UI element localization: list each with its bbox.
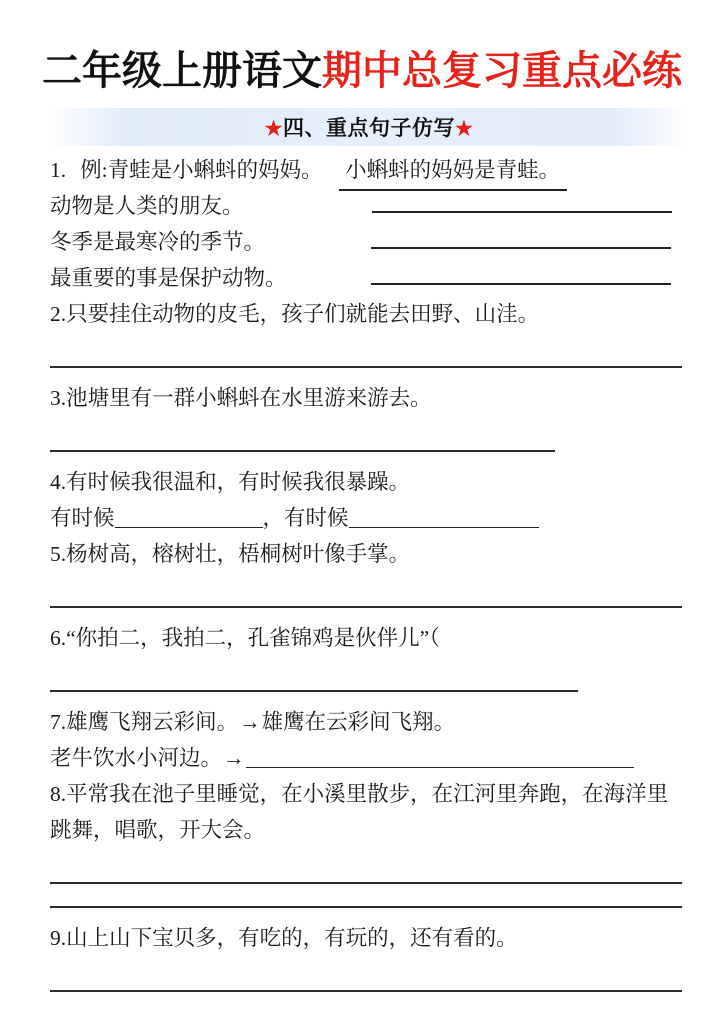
question-9 [50, 920, 682, 956]
question-7-prompt: 雄鹰飞翔云彩间。 [66, 710, 239, 734]
page-title [0, 48, 724, 94]
question-1-sub-1 [50, 188, 682, 224]
question-1-sub-1-answer[interactable] [372, 189, 672, 213]
question-1-sub-3 [50, 260, 682, 296]
question-1-sub-2 [50, 224, 682, 260]
question-3-number: 3. [50, 386, 67, 410]
question-1-sub-2-prompt: 冬季是最寒冷的季节。 [50, 230, 266, 254]
question-2 [50, 296, 682, 332]
question-4-prompt: 有时候我很温和，有时候我很暴躁。 [66, 470, 411, 494]
section-heading-label: 四、重点句子仿写 [283, 116, 455, 140]
question-1-sub-2-answer[interactable] [371, 225, 671, 249]
questions-list [50, 152, 682, 992]
question-5-prompt: 杨树高，榕树壮，梧桐树叶像手掌。 [66, 542, 411, 566]
question-1-sub-1-prompt: 动物是人类的朋友。 [50, 194, 244, 218]
question-7-practice-answer[interactable] [246, 747, 634, 768]
star-icon-left: ★ [264, 118, 283, 140]
star-icon-right: ★ [455, 118, 474, 140]
question-4 [50, 464, 682, 500]
question-8 [50, 776, 682, 848]
arrow-icon-example: → [239, 710, 261, 734]
question-4-fill-lead-1: 有时候 [50, 506, 115, 530]
question-3-prompt: 池塘里有一群小蝌蚪在水里游来游去。 [66, 386, 432, 410]
question-2-number: 2. [50, 302, 67, 326]
page-title-black-part: 二年级上册语文 [42, 48, 322, 93]
question-4-blank-2[interactable] [349, 507, 539, 528]
question-7-example-answer: 雄鹰在云彩间飞翔。 [261, 710, 456, 734]
question-5-number: 5. [50, 542, 67, 566]
question-8-number: 8. [50, 782, 67, 806]
question-1-number: 1. [50, 158, 67, 182]
question-1-sub-3-prompt: 最重要的事是保护动物。 [50, 266, 287, 290]
question-4-fill-separator: ， [262, 506, 285, 530]
question-3 [50, 380, 682, 416]
question-6-number: 6. [50, 626, 67, 650]
section-heading [265, 112, 474, 142]
question-1-example-label: 例: [80, 158, 108, 182]
question-4-blank-1[interactable] [115, 507, 263, 528]
question-7-number: 7. [50, 710, 67, 734]
section-banner [48, 108, 690, 146]
arrow-icon-practice: → [223, 746, 245, 770]
question-9-answer-line[interactable] [50, 990, 682, 992]
page-title-red-part: 期中总复习重点必练 [322, 48, 682, 93]
question-2-prompt: 只要挂住动物的皮毛，孩子们就能去田野、山洼。 [66, 302, 540, 326]
question-6-prompt: “你拍二，我拍二，孔雀锦鸡是伙伴儿”（ [66, 626, 440, 650]
question-7-practice-prompt: 老牛饮水小河边。 [50, 746, 223, 770]
question-4-fill-lead-2: 有时候 [284, 506, 349, 530]
question-9-prompt: 山上山下宝贝多，有吃的，有玩的，还有看的。 [66, 926, 518, 950]
question-5 [50, 536, 682, 572]
question-1-sub-3-answer[interactable] [371, 261, 671, 285]
question-8-prompt: 平常我在池子里睡觉，在小溪里散步，在江河里奔跑，在海洋里跳舞，唱歌，开大会。 [50, 782, 669, 842]
question-7 [50, 704, 682, 740]
question-1 [50, 152, 682, 188]
question-7-practice-row [50, 740, 682, 776]
question-9-number: 9. [50, 926, 67, 950]
question-1-prompt: 青蛙是小蝌蚪的妈妈。 [107, 158, 323, 182]
question-4-number: 4. [50, 470, 67, 494]
question-1-answer[interactable]: 小蝌蚪的妈妈是青蛙。 [339, 152, 567, 191]
question-4-fill-row [50, 500, 682, 536]
question-6 [50, 620, 682, 656]
